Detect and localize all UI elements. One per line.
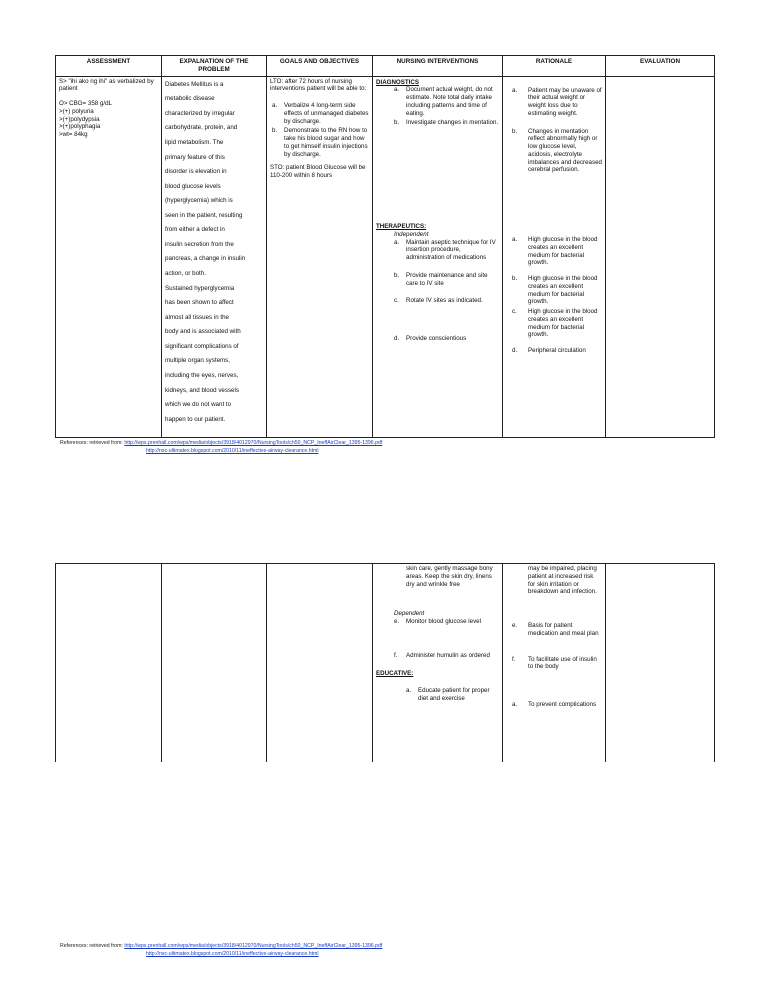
diagnostics-list xyxy=(376,86,499,127)
explanation-line: characterized by irregular xyxy=(165,109,235,117)
goals-cell xyxy=(267,76,373,437)
explanation-line: Diabetes Mellitus is a xyxy=(165,80,224,88)
list-item: b. High glucose in the blood creates an excellent medium for bacterial growth. xyxy=(512,275,598,306)
interventions-cell xyxy=(373,76,503,437)
header-evaluation: EVALUATION xyxy=(606,56,715,77)
explanation-line: blood glucose levels xyxy=(165,182,221,190)
reference-link-1[interactable]: http://wps.prenhall.com/wps/media/objects/3918/4012970/NursingTools/ch50_NCP_IneffAirClear_1395-1396.pdf xyxy=(124,943,383,949)
dependent-list xyxy=(376,618,499,660)
header-rationale: RATIONALE xyxy=(503,56,606,77)
rationale-diagnostics-list xyxy=(506,87,602,175)
educative-list xyxy=(376,687,499,703)
objective-data-5: >wt= 84kg xyxy=(59,131,88,139)
explanation-line: insulin secretion from the xyxy=(165,240,234,248)
references-page-2 xyxy=(60,943,382,959)
rationale-cell xyxy=(503,76,606,437)
list-item: b. Demonstrate to the RN how to take his blood sugar and how to get himself insulin injections by discharge. xyxy=(272,127,368,158)
short-term-objective: STO: patient Blood Glucose will be 110-200 within 8 hours xyxy=(270,164,366,180)
explanation-line: which we do not want to xyxy=(165,401,232,409)
rationale-continued: may be impaired, placing patient at increased risk for skin irritation or breakdown and infection. xyxy=(528,565,597,596)
explanation-line: almost all tissues in the xyxy=(165,313,229,321)
evaluation-cell xyxy=(606,564,715,763)
header-interventions: NURSING INTERVENTIONS xyxy=(373,56,503,77)
explanation-line: body and is associated with xyxy=(165,328,241,336)
list-item: a. High glucose in the blood creates an excellent medium for bacterial growth. xyxy=(512,236,598,267)
explanation-line: pancreas, a change in insulin xyxy=(165,255,246,263)
explanation-line: significant complications of xyxy=(165,342,239,350)
intervention-continued: skin care, gently massage bony areas. Keep the skin dry, linens dry and wrinkle free xyxy=(406,565,493,588)
list-item: a. Verbalize 4 long-term side effects of unmanaged diabetes by discharge. xyxy=(272,102,369,125)
continued-row xyxy=(56,564,715,763)
evaluation-cell xyxy=(606,76,715,437)
list-item: c. Rotate IV sites as indicated. xyxy=(394,297,483,305)
explanation-line: kidneys, and blood vessels xyxy=(165,386,239,394)
diagnostics-heading: DIAGNOSTICS xyxy=(376,78,419,86)
long-term-objective: LTO: after 72 hours of nursing interventions patient will be able to: xyxy=(270,77,367,93)
list-item: a. Document actual weight, do not estimate. Note total daily intake including patterns and time of eating. xyxy=(394,86,493,117)
reference-link-2[interactable]: http://nsc-ultimatex.blogspot.com/2010/11/ineffective-airway-clearance.html xyxy=(146,447,319,454)
explanation-line: happen to our patient. xyxy=(165,415,226,423)
list-item: e. Monitor blood glucose level xyxy=(394,618,481,625)
header-assessment: ASSESSMENT xyxy=(56,56,162,77)
explanation-line: metabolic disease xyxy=(165,95,215,103)
explanation-line: (hyperglycemia) which is xyxy=(165,197,233,205)
header-goals: GOALS AND OBJECTIVES xyxy=(267,56,373,77)
references-label: References: retrieved from: xyxy=(60,943,123,949)
objective-data-4: >(+)polyphagia xyxy=(59,123,101,131)
explanation-cell xyxy=(162,564,267,763)
rationale-independent-list xyxy=(506,236,602,355)
rationale-educative-list xyxy=(506,701,602,709)
list-item: e. Basis for patient medication and meal plan xyxy=(512,622,599,637)
care-plan-table-page-2 xyxy=(55,563,715,762)
interventions-cell xyxy=(373,564,503,763)
list-item: b. Changes in mentation reflect abnormally high or low glucose level, acidosis, electrolyte imbalances and decreased cerebral perfusion. xyxy=(512,127,602,174)
goals-cell xyxy=(267,564,373,763)
reference-link-1[interactable]: http://wps.prenhall.com/wps/media/objects/3918/4012970/NursingTools/ch50_NCP_IneffAirClear_1395-1396.pdf xyxy=(124,440,383,446)
subjective-data: S> "ihi ako ng ihi" as verbalized by patient xyxy=(59,77,154,93)
list-item: d. Peripheral circulation xyxy=(512,347,586,355)
independent-label: Independent xyxy=(394,230,429,238)
rationale-cell xyxy=(503,564,606,763)
objective-data-3: >(+)polydypsia xyxy=(59,115,100,123)
explanation-line: carbohydrate, protein, and xyxy=(165,124,238,132)
assessment-cell xyxy=(56,564,162,763)
explanation-line: including the eyes, nerves, xyxy=(165,371,239,379)
rationale-dependent-list xyxy=(506,622,602,671)
educative-heading: EDUCATIVE: xyxy=(376,669,414,677)
list-item: f. Administer humulin as ordered xyxy=(394,651,490,659)
list-item: c. High glucose in the blood creates an excellent medium for bacterial growth. xyxy=(512,308,598,339)
explanation-line: disorder is elevation in xyxy=(165,168,227,176)
explanation-line: lipid metabolism. The xyxy=(165,138,224,146)
body-row xyxy=(56,76,715,437)
explanation-line: Sustained hyperglycemia xyxy=(165,284,235,292)
reference-link-2[interactable]: http://nsc-ultimatex.blogspot.com/2010/11/ineffective-airway-clearance.html xyxy=(146,950,319,957)
independent-list xyxy=(376,239,499,343)
objective-data-2: >(+) polyuria xyxy=(59,107,94,115)
therapeutics-heading: THERAPEUTICS: xyxy=(376,223,427,231)
dependent-label: Dependent xyxy=(394,610,425,618)
list-item: a. Educate patient for proper diet and exercise xyxy=(406,687,490,702)
explanation-line: action, or both. xyxy=(165,270,206,278)
list-item: a. Patient may be unaware of their actual weight or weight loss due to estimating weight. xyxy=(512,86,602,117)
header-explanation: EXPALNATION OF THE PROBLEM xyxy=(162,56,267,77)
explanation-line: has been shown to affect xyxy=(165,299,234,307)
references-page-1 xyxy=(60,440,382,456)
list-item: b. Investigate changes in mentation. xyxy=(394,119,499,127)
explanation-line: seen in the patient, resulting xyxy=(165,211,243,219)
explanation-line: from either a defect in xyxy=(165,226,225,234)
objective-data-1: O> CBG= 358 g/dL xyxy=(59,100,112,108)
explanation-line: multiple organ systems, xyxy=(165,357,230,365)
list-item: f. To facilitate use of insulin to the body xyxy=(512,655,597,671)
list-item: a. To prevent complications xyxy=(512,701,597,708)
list-item: b. Provide maintenance and site care to IV site xyxy=(394,271,488,287)
explanation-line: primary feature of this xyxy=(165,153,225,161)
explanation-cell xyxy=(162,76,267,437)
header-row xyxy=(56,56,715,77)
list-item: d. Provide conscientious xyxy=(394,335,467,343)
goals-list xyxy=(270,102,369,158)
assessment-cell xyxy=(56,76,162,437)
care-plan-table-page-1 xyxy=(55,55,715,438)
references-label: References: retrieved from: xyxy=(60,440,123,446)
list-item: a. Maintain aseptic technique for IV insertion procedure, administration of medications xyxy=(394,238,496,262)
